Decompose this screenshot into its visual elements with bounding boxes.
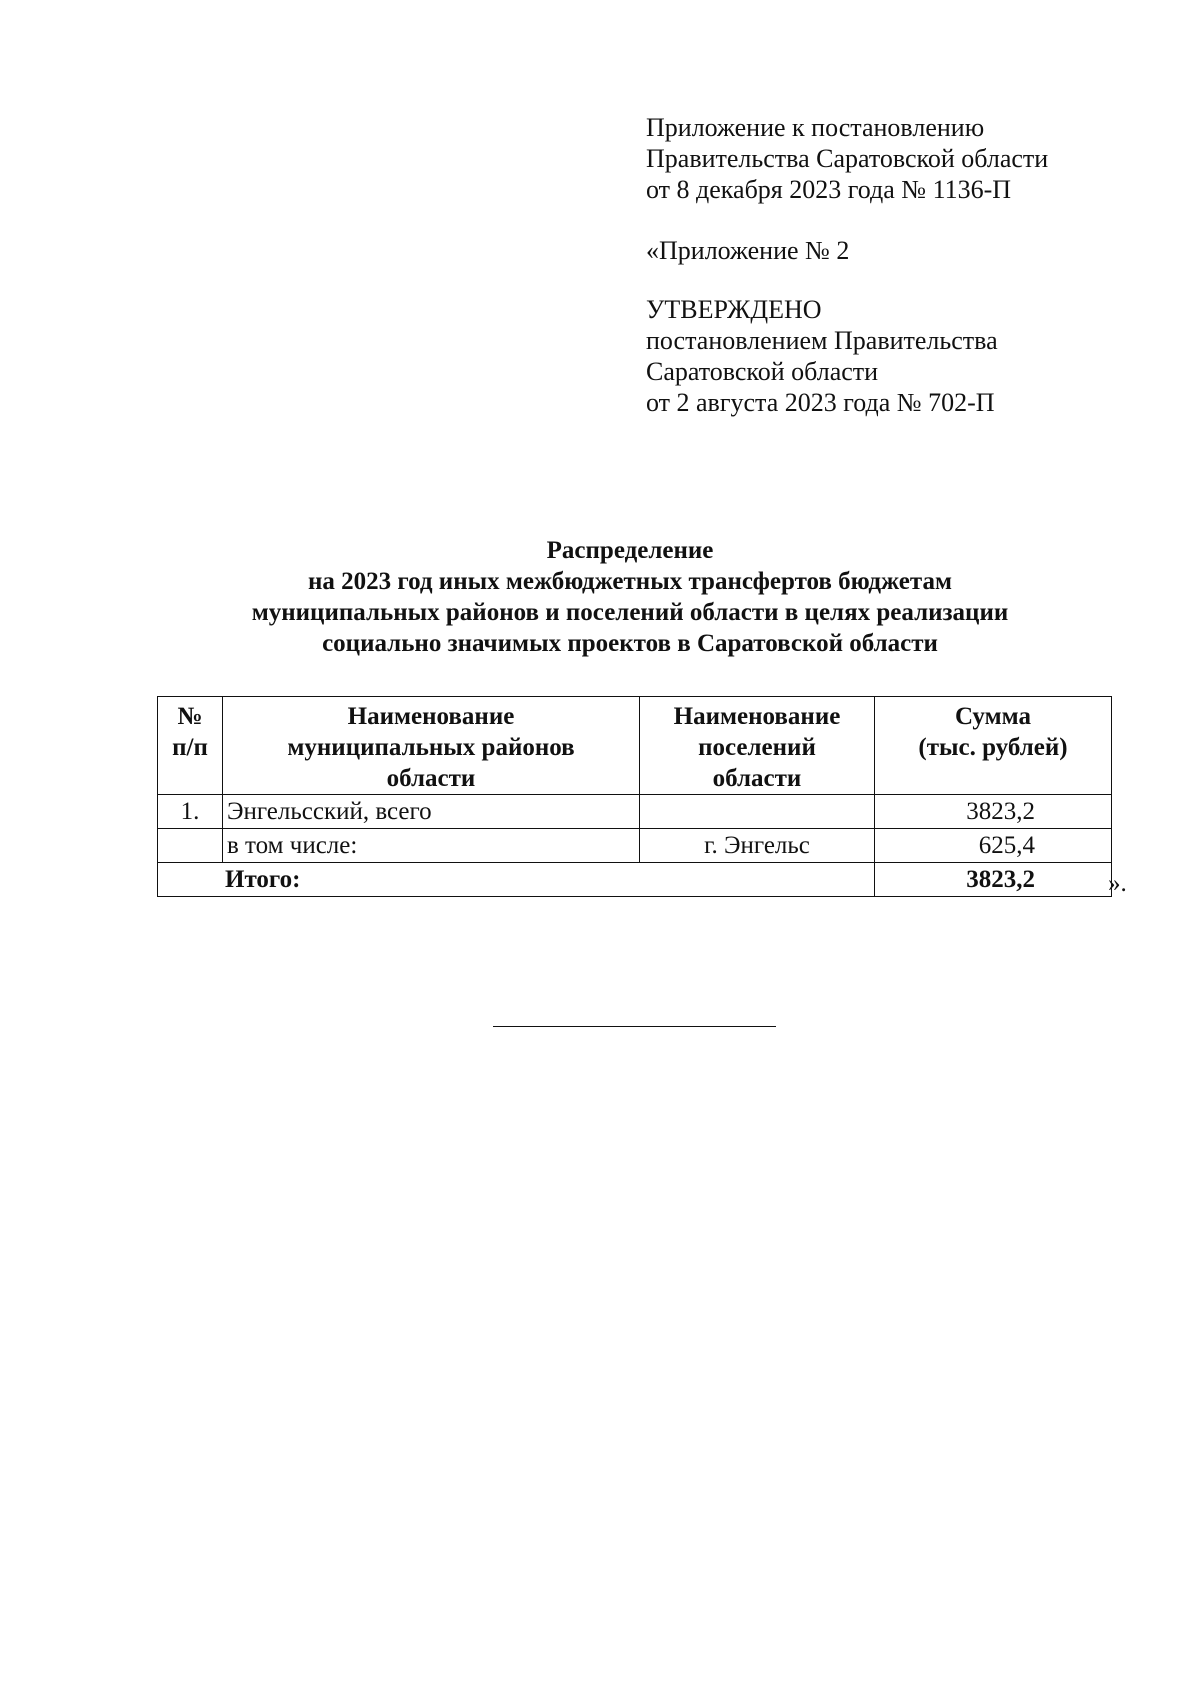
total-row xyxy=(158,863,1112,897)
header-text: муниципальных районов xyxy=(287,734,575,761)
title-line: муниципальных районов и поселений области в целях реализации xyxy=(251,599,1009,626)
distribution-table xyxy=(157,696,1112,897)
table-row xyxy=(158,795,1112,829)
settlement-name xyxy=(640,795,875,829)
sum-value: 625,4 xyxy=(875,829,1112,863)
district-name: в том числе: xyxy=(223,829,640,863)
row-number xyxy=(158,829,223,863)
approved-line: Саратовской области xyxy=(646,357,879,386)
header-text: области xyxy=(386,765,476,792)
sum-value: 3823,2 xyxy=(875,795,1112,829)
header-settlement xyxy=(640,697,875,795)
settlement-name: г. Энгельс xyxy=(640,829,875,863)
header-text: поселений xyxy=(698,734,816,761)
header-text: (тыс. рублей) xyxy=(918,734,1068,761)
appendix-line: от 8 декабря 2023 года № 1136-П xyxy=(646,175,1012,204)
row-number: 1. xyxy=(158,795,223,829)
header-sum xyxy=(875,697,1112,795)
header-number xyxy=(158,697,223,795)
table-header-row xyxy=(158,697,1112,795)
title-line: на 2023 год иных межбюджетных трансфертов бюджетам xyxy=(307,568,953,595)
approved-line: от 2 августа 2023 года № 702-П xyxy=(646,388,995,417)
district-name: Энгельсский, всего xyxy=(223,795,640,829)
total-sum: 3823,2 xyxy=(875,863,1112,897)
header-text: № xyxy=(177,703,203,730)
closing-quote: ». xyxy=(1108,870,1127,897)
header-text: Наименование xyxy=(673,703,841,730)
appendix-number: «Приложение № 2 xyxy=(646,236,850,265)
approved-line: постановлением Правительства xyxy=(646,326,998,355)
table-row xyxy=(158,829,1112,863)
total-label: Итого: xyxy=(158,863,875,897)
approved-label: УТВЕРЖДЕНО xyxy=(646,295,822,324)
header-text: Наименование xyxy=(347,703,515,730)
header-text: области xyxy=(712,765,802,792)
appendix-block xyxy=(646,112,1048,418)
separator-line xyxy=(493,1026,776,1027)
appendix-line: Приложение к постановлению xyxy=(646,113,985,142)
header-text: Сумма xyxy=(955,703,1031,730)
title-line: Распределение xyxy=(546,537,714,564)
appendix-line: Правительства Саратовской области xyxy=(646,144,1049,173)
header-district xyxy=(223,697,640,795)
document-title xyxy=(140,535,1120,659)
title-line: социально значимых проектов в Саратовской области xyxy=(322,630,938,657)
header-text: п/п xyxy=(172,734,208,761)
